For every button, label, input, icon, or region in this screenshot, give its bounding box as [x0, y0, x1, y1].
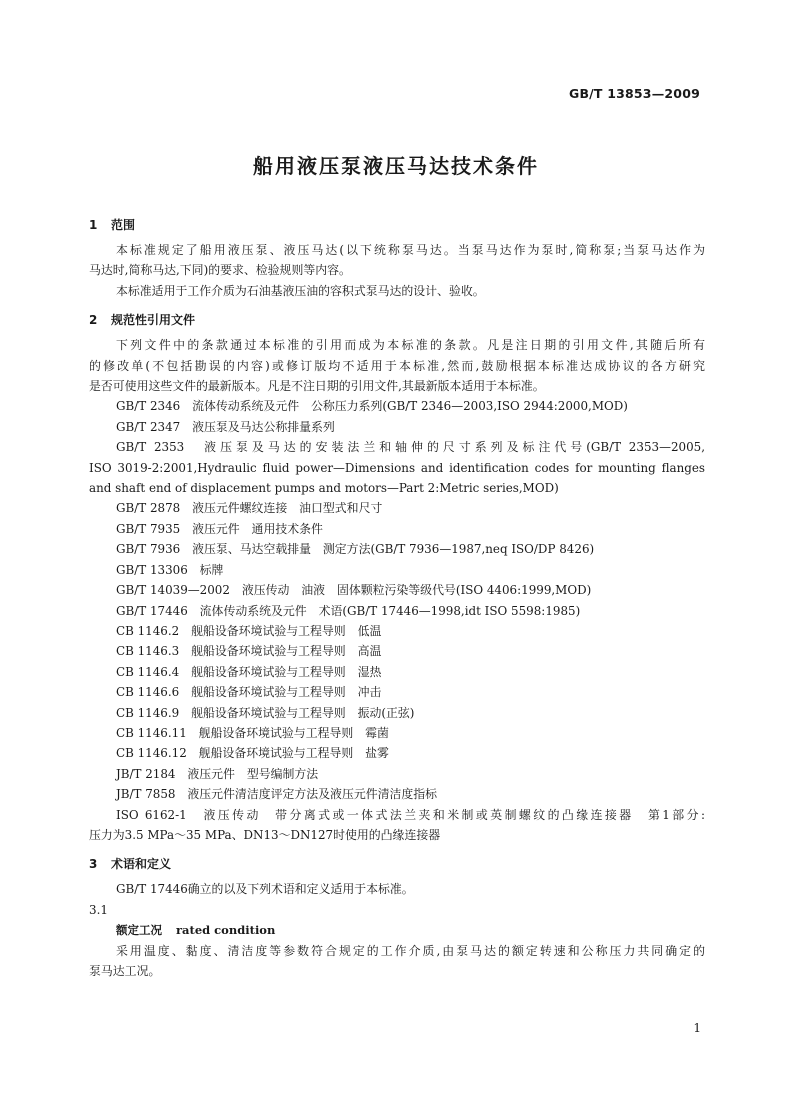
reference-item: GB/T 2346 流体传动系统及元件 公称压力系列(GB/T 2346—2003,ISO 2944:2000,MOD) — [116, 399, 628, 414]
section-title: 规范性引用文件 — [111, 313, 196, 328]
document-title: 船用液压泵液压马达技术条件 — [253, 154, 539, 178]
reference-item-continued: and shaft end of displacement pumps and motors—Part 2:Metric series,MOD) — [89, 481, 559, 496]
reference-item: GB/T 7935 液压元件 通用技术条件 — [116, 521, 323, 536]
reference-item: ISO 6162-1 液压传动 带分离式或一体式法兰夹和米制或英制螺纹的凸缘连接器 第1部分: — [116, 807, 705, 822]
reference-item: GB/T 2347 液压泵及马达公称排量系列 — [116, 419, 335, 434]
scope-paragraph-line: 本标准规定了船用液压泵、液压马达(以下统称泵马达。当泵马达作为泵时,简称泵;当泵马达作为 — [116, 243, 705, 257]
section-heading-terms — [89, 849, 705, 879]
term-english: rated condition — [176, 923, 276, 938]
standard-code: GB/T 13853—2009 — [568, 86, 700, 101]
term-definition-line: 泵马达工况。 — [89, 964, 161, 978]
reference-item: JB/T 2184 液压元件 型号编制方法 — [116, 766, 319, 781]
reference-item: CB 1146.2 舰船设备环境试验与工程导则 低温 — [116, 623, 382, 638]
section-heading-scope — [89, 210, 705, 240]
section-title: 范围 — [111, 218, 136, 232]
reference-item: GB/T 13306 标牌 — [116, 562, 224, 577]
references-intro-line: 是否可使用这些文件的最新版本。凡是不注日期的引用文件,其最新版本适用于本标准。 — [89, 379, 545, 394]
reference-item: GB/T 2878 液压元件螺纹连接 油口型式和尺寸 — [116, 501, 383, 516]
reference-item: CB 1146.4 舰船设备环境试验与工程导则 湿热 — [116, 664, 382, 679]
section-number: 3 — [89, 857, 98, 872]
section-number: 1 — [89, 218, 98, 232]
document-body — [89, 210, 705, 981]
reference-item: CB 1146.9 舰船设备环境试验与工程导则 振动(正弦) — [116, 705, 415, 720]
terms-intro: GB/T 17446确立的以及下列术语和定义适用于本标准。 — [116, 882, 414, 897]
term-chinese: 额定工况 — [116, 923, 162, 938]
reference-item: JB/T 7858 液压元件清洁度评定方法及液压元件清洁度指标 — [116, 787, 438, 802]
page-number: 1 — [693, 1021, 701, 1035]
reference-item: CB 1146.3 舰船设备环境试验与工程导则 高温 — [116, 644, 382, 659]
section-number: 2 — [89, 313, 98, 328]
reference-item: GB/T 14039—2002 液压传动 油液 固体颗粒污染等级代号(ISO 4406:1999,MOD) — [116, 583, 592, 598]
term-definition-line: 采用温度、黏度、清洁度等参数符合规定的工作介质,由泵马达的额定转速和公称压力共同确定的 — [116, 943, 705, 958]
reference-item: CB 1146.11 舰船设备环境试验与工程导则 霉菌 — [116, 725, 389, 740]
term-title — [89, 920, 705, 940]
scope-paragraph-line: 马达时,简称马达,下同)的要求、检验规则等内容。 — [89, 263, 351, 278]
reference-item-continued: ISO 3019-2:2001,Hydraulic fluid power—Dimensions and identification codes for mounting flanges — [89, 460, 705, 475]
reference-item-continued: 压力为3.5 MPa～35 MPa、DN13～DN127时使用的凸缘连接器 — [89, 827, 441, 842]
references-intro-line: 下列文件中的条款通过本标准的引用而成为本标准的条款。凡是注日期的引用文件,其随后所有 — [116, 338, 705, 353]
reference-item: GB/T 2353 液压泵及马达的安装法兰和轴伸的尺寸系列及标注代号(GB/T 2353—2005, — [116, 440, 705, 455]
term-number: 3.1 — [89, 902, 108, 917]
references-intro-line: 的修改单(不包括勘误的内容)或修订版均不适用于本标准,然而,鼓励根据本标准达成协议的各方研究 — [89, 358, 705, 373]
section-title: 术语和定义 — [111, 857, 172, 872]
reference-item: GB/T 7936 液压泵、马达空载排量 测定方法(GB/T 7936—1987,neq ISO/DP 8426) — [116, 542, 595, 557]
scope-paragraph: 本标准适用于工作介质为石油基液压油的容积式泵马达的设计、验收。 — [116, 283, 485, 298]
reference-item: GB/T 17446 流体传动系统及元件 术语(GB/T 17446—1998,idt ISO 5598:1985) — [116, 603, 581, 618]
reference-item: CB 1146.6 舰船设备环境试验与工程导则 冲击 — [116, 685, 382, 700]
section-heading-normative-references — [89, 305, 705, 335]
reference-item: CB 1146.12 舰船设备环境试验与工程导则 盐雾 — [116, 746, 389, 761]
